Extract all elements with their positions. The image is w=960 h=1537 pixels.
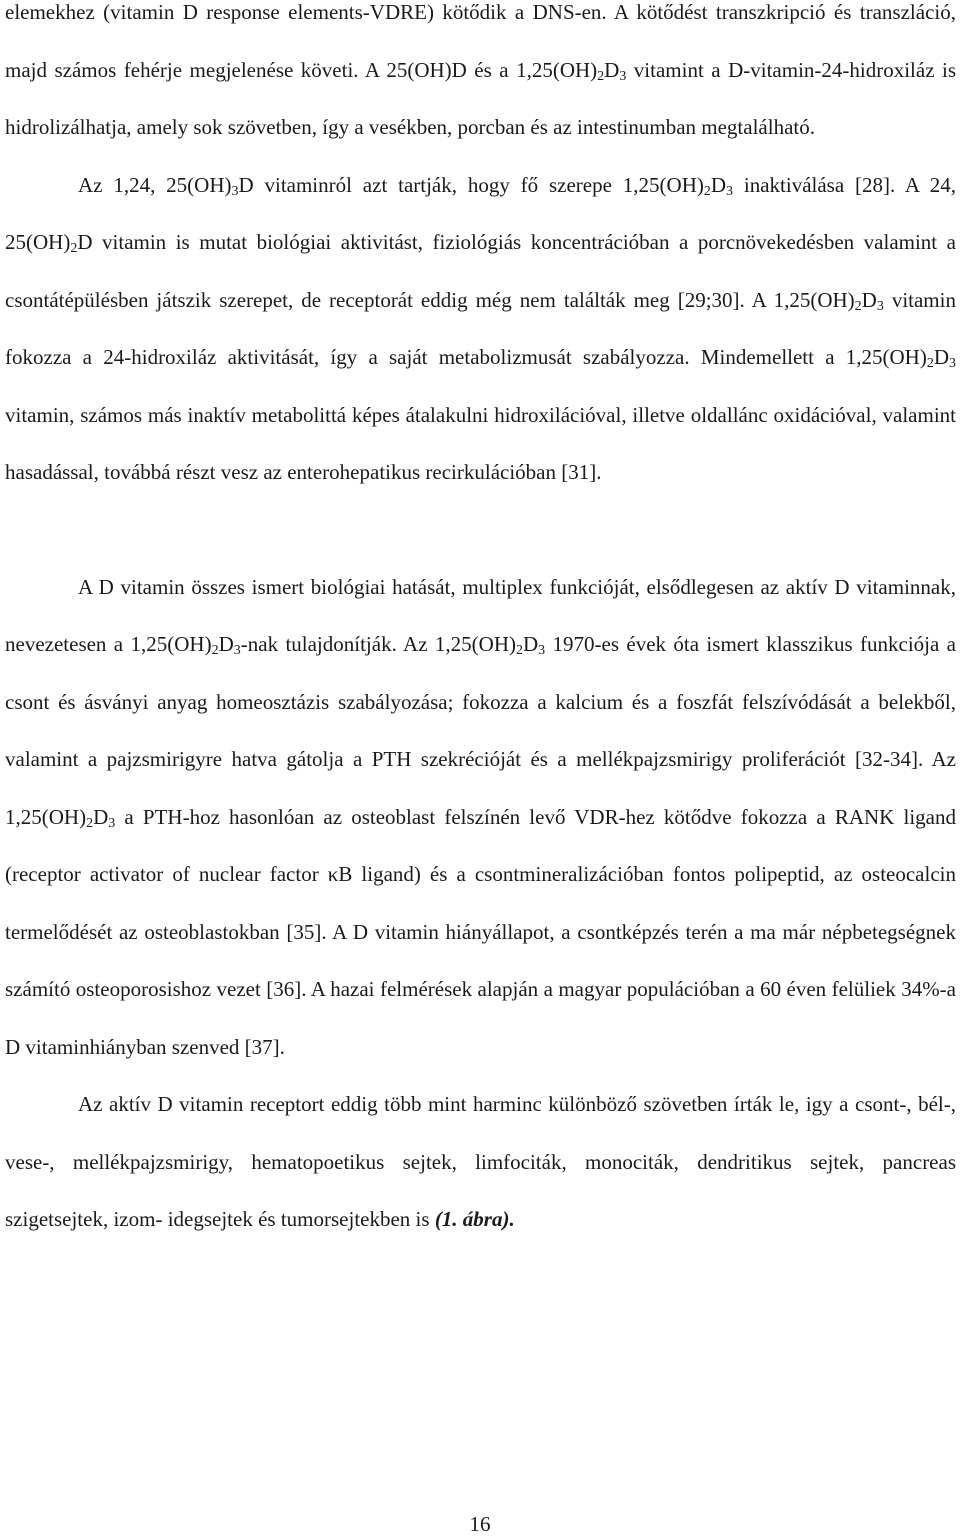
text-run: a PTH-hoz hasonlóan az osteoblast felszínén levő VDR-hez kötődve fokozza a RANK ligand (receptor activator of nuclear factor κB ligand) és a csontmineralizációban fontos polipeptid, az osteocalcin termelődését az osteoblastokban [35]. A D vitamin hiányállapot, a csontképzés terén a ma már népbetegségnek számító osteoporosishoz vezet [36]. A hazai felmérések alapján a magyar populációban a 60 éven felüliek 34%-a D vitaminhiányban szenved [37]. — [5, 804, 956, 1059]
subscript: 2 — [703, 183, 711, 199]
text-run: Az aktív D vitamin receptort eddig több mint harminc különböző szövetben írták le, igy a csont-, bél-, vese-, mellékpajzsmirigy, hematopoetikus sejtek, limfociták, monociták, dendritikus sejtek, pancreas szigetsejtek, izom- idegsejtek és tumorsejtekben is — [5, 1092, 956, 1231]
text-run: vitamin, számos más inaktív metabolittá képes átalakulni hidroxilációval, illetve oldallánc oxidációval, valamint hasadással, továbbá részt vesz az enterohepatikus recirkulációban [31]. — [5, 402, 956, 484]
text-run: D — [604, 57, 620, 82]
text-run: D — [218, 632, 234, 656]
subscript: 3 — [949, 356, 956, 371]
subscript: 2 — [515, 643, 523, 658]
text-run: elemekhez (vitamin D response elements-VDRE) kötődik a DNS-en. A kötődést transzkripció és transzláció, majd számos fehérje megjelenése követi. A 25(OH)D és a 1,25(OH) — [5, 0, 956, 82]
subscript: 3 — [876, 298, 884, 314]
text-run: D — [933, 345, 949, 369]
subscript: 3 — [231, 183, 239, 199]
text-run: -nak tulajdonítják. Az 1,25(OH) — [240, 632, 516, 656]
subscript: 3 — [726, 183, 734, 199]
subscript: 3 — [233, 643, 241, 658]
subscript: 2 — [70, 241, 78, 256]
subscript: 2 — [854, 298, 862, 314]
subscript: 2 — [926, 356, 934, 371]
text-run: vitamint a D-vitamin-24-hidroxiláz is hidrolizálhatja, amely sok szövetben, így a vesékben, porcban és az intestinumban megtalálható. — [5, 57, 957, 139]
subscript: 3 — [619, 68, 627, 84]
subscript: 2 — [211, 643, 219, 658]
text-run: D — [93, 804, 109, 829]
subscript: 2 — [597, 68, 605, 84]
paragraph-metabolites — [5, 157, 956, 502]
subscript: 3 — [538, 643, 546, 658]
subscript: 3 — [108, 815, 116, 831]
text-run: vitamin fokozza a 24-hidroxiláz aktivitását, így a saját metabolizmusát szabályozza. Mindemellett a 1,25(OH) — [5, 287, 956, 369]
paragraph-biological-effects — [5, 559, 956, 1077]
text-run: D — [710, 172, 727, 197]
text-run: D vitamin is mutat biológiai aktivitást, fiziológiás koncentrációban a porcnövekedésben valamint a csontátépülésben játszik szerepet, de receptorát eddig még nem találták meg [29;30]. A 1,25(OH) — [5, 230, 956, 312]
text-run: D — [522, 632, 539, 656]
paragraph-vdre-transcription — [5, 0, 956, 157]
subscript: 2 — [86, 815, 94, 831]
paragraph-receptor-tissues — [5, 1076, 956, 1249]
text-run: A D vitamin összes ismert biológiai hatását, multiplex funkcióját, elsődlegesen az aktív D vitaminnak, nevezetesen a 1,25(OH) — [5, 574, 956, 656]
text-run: 1970-es évek óta ismert klasszikus funkciója a csont és ásványi anyag homeosztázis szabályozása; fokozza a kalcium és a foszfát felszívódását a belekből, valamint a pajzsmirigyre hatva gátolja a PTH szekrécióját és a mellékpajzsmirigy proliferációt [32-34]. Az 1,25(OH) — [5, 632, 956, 829]
text-run: Az 1,24, 25(OH) — [78, 172, 232, 197]
document-page — [5, 0, 956, 1249]
text-run: D — [861, 287, 877, 312]
text-run: D vitaminról azt tartják, hogy fő szerepe 1,25(OH) — [238, 172, 704, 197]
page-number: 16 — [469, 1512, 491, 1536]
figure-reference: (1. ábra). — [434, 1207, 515, 1231]
text-run: inaktiválása [28]. A 24, 25(OH) — [5, 172, 956, 254]
